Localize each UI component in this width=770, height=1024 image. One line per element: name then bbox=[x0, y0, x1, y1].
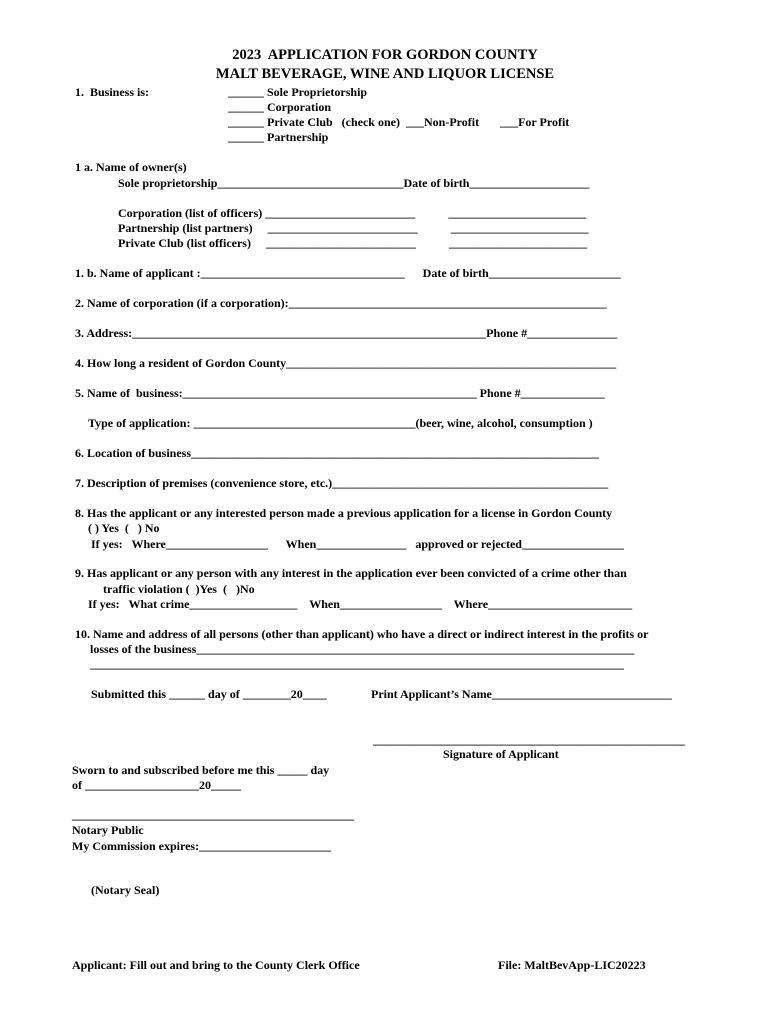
q1-option-private-club[interactable]: ______ Private Club (check one) ___Non-Profit ___For Profit bbox=[228, 115, 570, 129]
notary-signature-line[interactable]: _______________________________________________ bbox=[72, 808, 354, 822]
q9-details-field[interactable]: If yes: What crime__________________ When_________________ Where________________________ bbox=[88, 597, 633, 611]
print-applicant-name-field[interactable]: Print Applicant’s Name______________________________ bbox=[371, 687, 672, 701]
footer-instructions: Applicant: Fill out and bring to the County Clerk Office bbox=[72, 958, 360, 972]
q1a-private-club-field[interactable]: Private Club (list officers) _________________________ _______________________ bbox=[118, 236, 587, 250]
notary-seal-label: (Notary Seal) bbox=[91, 883, 160, 897]
footer-file-id: File: MaltBevApp-LIC20223 bbox=[498, 958, 646, 972]
q9-question: 9. Has applicant or any person with any interest in the application ever been convicted of a crime other than bbox=[75, 566, 627, 580]
sworn-date-field[interactable]: of ___________________20_____ bbox=[72, 778, 241, 792]
application-type-field[interactable]: Type of application: _____________________________________(beer, wine, alcohol, consumption ) bbox=[88, 416, 593, 430]
q10-question: 10. Name and address of all persons (other than applicant) who have a direct or indirect interest in the profits or bbox=[75, 627, 649, 641]
sworn-statement-line1: Sworn to and subscribed before me this _____ day bbox=[72, 763, 330, 777]
q4-residency-field[interactable]: 4. How long a resident of Gordon County_______________________________________________________ bbox=[75, 356, 617, 370]
q6-location-field[interactable]: 6. Location of business____________________________________________________________________ bbox=[75, 446, 600, 460]
submitted-date-field[interactable]: Submitted this ______ day of ________20____ bbox=[91, 687, 327, 701]
signature-line[interactable]: ____________________________________________________ bbox=[373, 733, 685, 747]
q2-corporation-name-field[interactable]: 2. Name of corporation (if a corporation):_____________________________________________________ bbox=[75, 296, 607, 310]
q7-premises-field[interactable]: 7. Description of premises (convenience store, etc.)______________________________________________ bbox=[75, 476, 609, 490]
signature-label: Signature of Applicant bbox=[443, 747, 559, 761]
form-title-line2: MALT BEVERAGE, WINE AND LIQUOR LICENSE bbox=[215, 66, 555, 82]
q1a-sole-proprietorship-field[interactable]: Sole proprietorship_______________________________Date of birth____________________ bbox=[118, 176, 590, 190]
q1-option-partnership[interactable]: ______ Partnership bbox=[228, 130, 329, 144]
q1-option-corporation[interactable]: ______ Corporation bbox=[228, 100, 331, 114]
q3-address-field[interactable]: 3. Address:___________________________________________________________Phone #_______________ bbox=[75, 326, 618, 340]
form-title-line1: 2023 APPLICATION FOR GORDON COUNTY bbox=[232, 47, 538, 63]
q8-question: 8. Has the applicant or any interested person made a previous application for a license in Gordon County bbox=[75, 506, 613, 520]
notary-public-label: Notary Public bbox=[72, 823, 144, 837]
q10-interest-field-2[interactable]: _________________________________________________________________________________________ bbox=[90, 657, 624, 671]
q1b-applicant-name-field[interactable]: 1. b. Name of applicant :__________________________________ Date of birth______________________ bbox=[75, 266, 621, 280]
q1-label: 1. Business is: bbox=[75, 85, 150, 99]
q1-option-sole-proprietorship[interactable]: ______ Sole Proprietorship bbox=[228, 85, 368, 99]
q5-business-name-field[interactable]: 5. Name of business:_________________________________________________ Phone #______________ bbox=[75, 386, 605, 400]
q1a-heading: 1 a. Name of owner(s) bbox=[75, 160, 187, 174]
q8-details-field[interactable]: If yes: Where_________________ When_______________ approved or rejected_________________ bbox=[91, 537, 624, 551]
q1a-corporation-officers-field[interactable]: Corporation (list of officers) _________________________ _______________________ bbox=[118, 206, 587, 220]
q9-yes-no-checkbox[interactable]: traffic violation ( )Yes ( )No bbox=[103, 582, 255, 596]
q8-yes-no-checkbox[interactable]: ( ) Yes ( ) No bbox=[88, 521, 160, 535]
q1a-partnership-field[interactable]: Partnership (list partners) _________________________ _______________________ bbox=[118, 221, 589, 235]
commission-expires-field[interactable]: My Commission expires:______________________ bbox=[72, 839, 332, 853]
q10-interest-field[interactable]: losses of the business_________________________________________________________________________ bbox=[90, 642, 635, 656]
